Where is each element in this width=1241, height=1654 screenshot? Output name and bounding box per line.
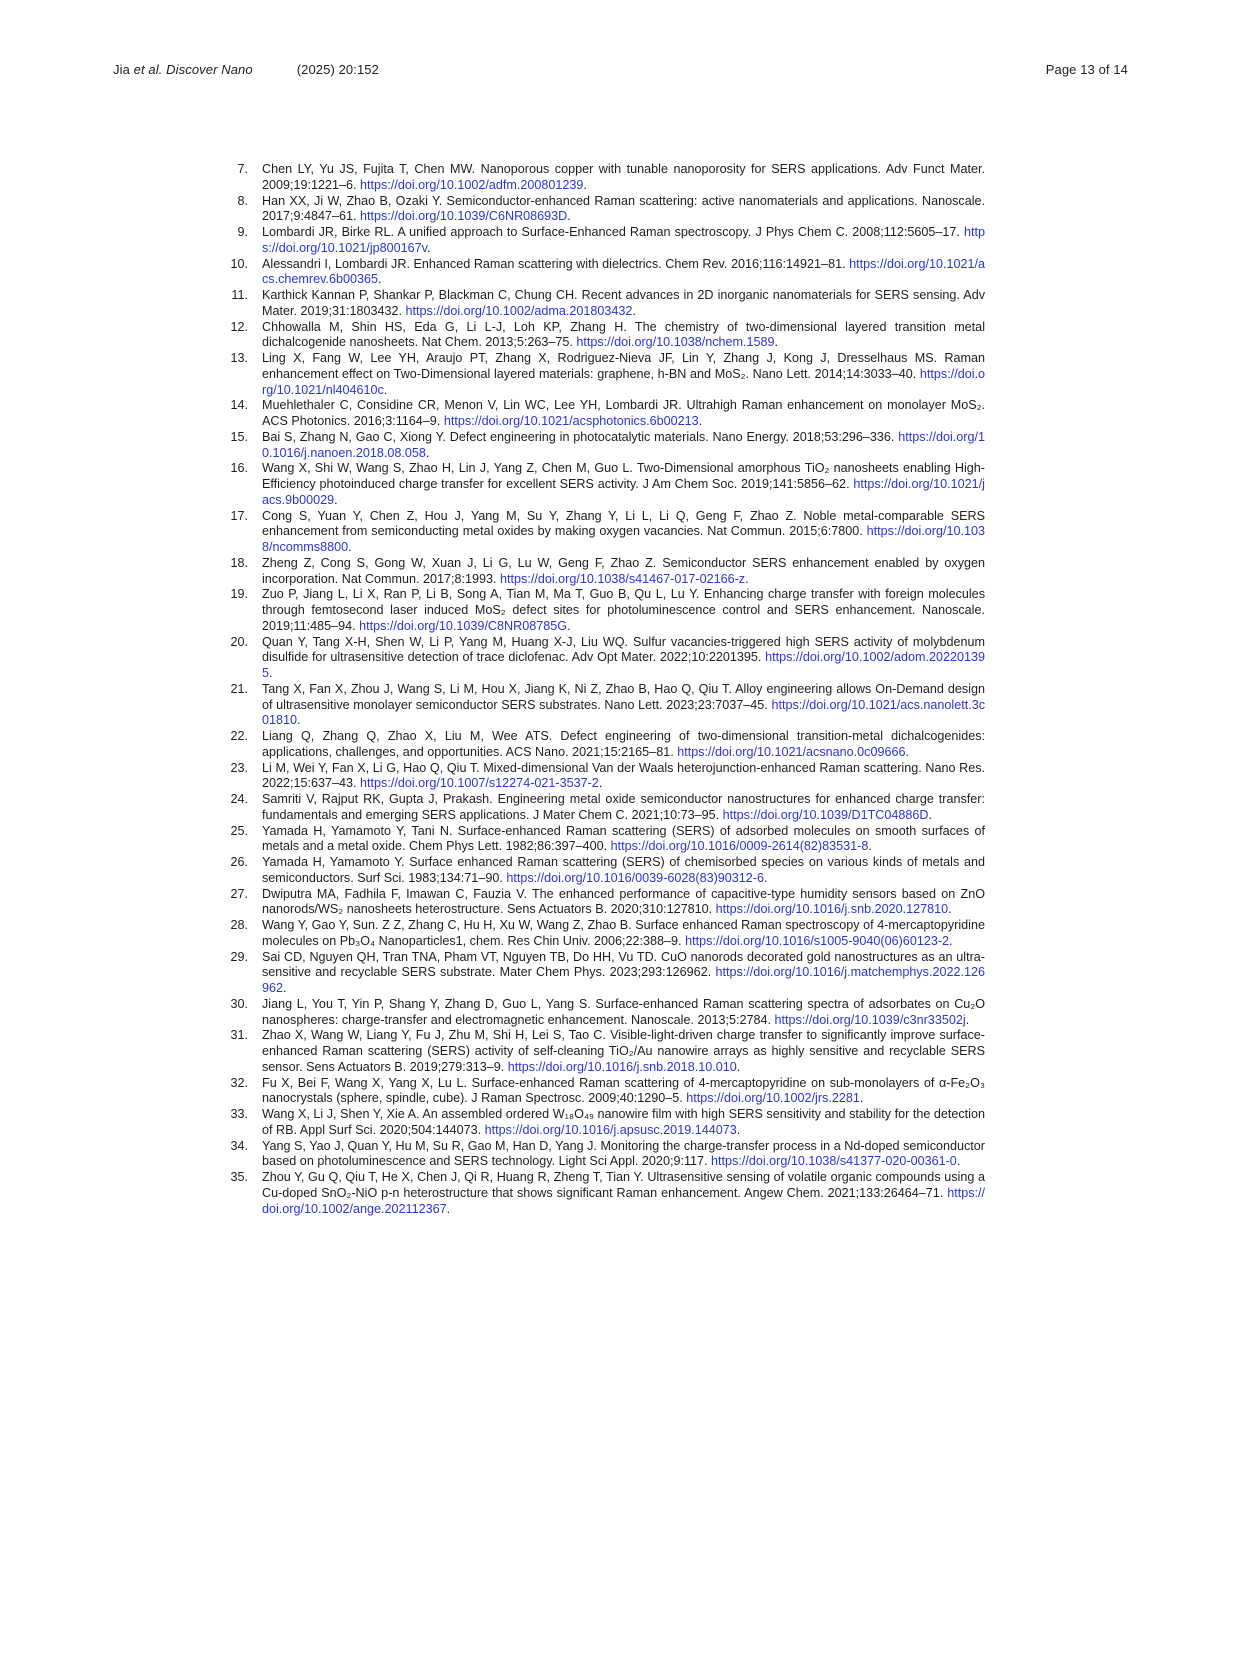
reference-text xyxy=(262,320,985,352)
doi-link[interactable]: https://doi.org/10.1002/adfm.200801239 xyxy=(360,177,584,192)
reference-text xyxy=(262,398,985,430)
reference-citation-text: . xyxy=(632,303,636,318)
reference-citation-text: . xyxy=(283,981,287,995)
reference-citation-text: Cong S, Yuan Y, Chen Z, Hou J, Yang M, Su Y, Zhang Y, Li L, Li Q, Geng F, Zhao Z. Noble metal-comparable SERS enhancement from semiconducting metal oxides by making oxygen vacancies. Nat Commun. 2015;6:7800. xyxy=(262,508,985,539)
reference-item xyxy=(228,997,985,1029)
reference-number: 19. xyxy=(230,587,248,602)
reference-citation-text: . xyxy=(348,540,352,554)
doi-link[interactable]: https://doi.org/10.1002/adom.202201395 xyxy=(262,650,985,680)
reference-text xyxy=(262,1170,985,1217)
reference-citation-text: Zuo P, Jiang L, Li X, Ran P, Li B, Song A, Tian M, Ma T, Guo B, Qu L, Lu Y. Enhancing charge transfer with foreign molecules through femtosecond laser induced MoS₂ defect sites for photoluminescence control and SERS enhancement. Nanoscale. 2019;11:485–94. xyxy=(262,587,985,633)
reference-citation-text: Bai S, Zhang N, Gao C, Xiong Y. Defect engineering in photocatalytic materials. Nano Energy. 2018;53:296–336. xyxy=(262,429,899,444)
reference-citation-text: Yamada H, Yamamoto Y. Surface enhanced Raman scattering (SERS) of chemisorbed species on various kinds of metals and semiconductors. Surf Sci. 1983;134:71–90. xyxy=(262,855,985,885)
reference-item xyxy=(228,461,985,508)
doi-link[interactable]: https://doi.org/10.1039/c3nr33502j xyxy=(774,1012,966,1027)
reference-citation-text: Wang Y, Gao Y, Sun. Z Z, Zhang C, Hu H, Xu W, Wang Z, Zhao B. Surface enhanced Raman spectroscopy of 4-mercaptopyridine molecules on Pb₃O₄ Nanoparticles1, chem. Res Chin Univ. 2006;22:388–9. xyxy=(262,918,985,948)
reference-citation-text: . xyxy=(567,209,571,224)
doi-link[interactable]: https://doi.org/10.1038/s41377-020-00361-0 xyxy=(711,1154,957,1169)
reference-number: 12. xyxy=(230,319,248,334)
reference-item xyxy=(228,320,985,352)
reference-item xyxy=(228,950,985,997)
reference-number: 23. xyxy=(230,760,248,775)
reference-citation-text: Zhao X, Wang W, Liang Y, Fu J, Zhu M, Shi H, Lei S, Tao C. Visible-light-driven charge transfer to significantly improve surface-enhanced Raman scattering (SERS) activity of self-cleaning TiO₂/Au nanowire arrays as highly sensitive and recyclable SERS sensor. Sens Actuators B. 2019;279:313–9. xyxy=(262,1028,985,1074)
reference-citation-text: . xyxy=(425,445,430,460)
reference-item xyxy=(228,398,985,430)
doi-link[interactable]: https://doi.org/10.1038/ncomms8800 xyxy=(262,524,985,554)
reference-citation-text: . xyxy=(928,807,932,822)
reference-citation-text: Wang X, Shi W, Wang S, Zhao H, Lin J, Yang Z, Chen M, Guo L. Two-Dimensional amorphous TiO₂ nanosheets enabling High-Efficiency photoinduced charge transfer for excellent SERS activity. J Am Chem Soc. 2019;141:5856–62. xyxy=(262,461,985,491)
reference-citation-text: Liang Q, Zhang Q, Zhao X, Liu M, Wee ATS. Defect engineering of two-dimensional transition-metal dichalcogenides: applications, challenges, and opportunities. ACS Nano. 2021;15:2165–81. xyxy=(262,729,985,759)
reference-citation-text: . xyxy=(948,902,952,917)
reference-item xyxy=(228,1076,985,1108)
reference-citation-text: . xyxy=(269,666,273,680)
reference-number: 14. xyxy=(230,398,248,413)
reference-citation-text: Chhowalla M, Shin HS, Eda G, Li L-J, Loh KP, Zhang H. The chemistry of two-dimensional layered transition metal dichalcogenide nanosheets. Nat Chem. 2013;5:263–75. xyxy=(262,319,985,350)
reference-number: 16. xyxy=(230,461,248,476)
reference-citation-text: . xyxy=(567,618,571,633)
reference-text xyxy=(262,855,985,887)
reference-citation-text: Zhou Y, Gu Q, Qiu T, He X, Chen J, Qi R, Huang R, Zheng T, Tian Y. Ultrasensitive sensing of volatile organic compounds using a Cu-doped SnO₂-NiO p-n heterostructure that shows significant Raman enhancement. Angew Chem. 2021;133:26464–71. xyxy=(262,1170,985,1200)
reference-number: 30. xyxy=(230,996,248,1011)
reference-citation-text: Lombardi JR, Birke RL. A unified approach to Surface-Enhanced Raman spectroscopy. J Phys Chem C. 2008;112:5605–17. xyxy=(262,225,964,239)
reference-text xyxy=(262,1107,985,1139)
reference-list xyxy=(228,162,985,1217)
reference-citation-text: . xyxy=(965,1012,970,1027)
doi-link[interactable]: https://doi.org/10.1016/j.snb.2020.127810 xyxy=(715,902,949,917)
reference-citation-text: Wang X, Li J, Shen Y, Xie A. An assembled ordered W₁₈O₄₉ nanowire film with high SERS sensitivity and stability for the detection of RB. Appl Surf Sci. 2020;504:144073. xyxy=(262,1107,985,1137)
page-header xyxy=(113,62,1128,77)
reference-number: 25. xyxy=(230,823,248,838)
reference-text xyxy=(262,1076,985,1108)
reference-number: 11. xyxy=(231,288,248,302)
reference-number: 10. xyxy=(230,256,248,271)
reference-item xyxy=(228,855,985,887)
doi-link[interactable]: https://doi.org/10.1016/j.nanoen.2018.08.058 xyxy=(262,429,985,460)
reference-citation-text: Li M, Wei Y, Fan X, Li G, Hao Q, Qiu T. Mixed-dimensional Van der Waals heterojunction-enhanced Raman scattering. Nano Res. 2022;15:637–43. xyxy=(262,760,985,791)
reference-number: 22. xyxy=(230,729,248,743)
reference-item xyxy=(228,1139,985,1171)
reference-text xyxy=(262,1139,985,1171)
reference-citation-text: Sai CD, Nguyen QH, Tran TNA, Pham VT, Nguyen TB, Do HH, Vu TD. CuO nanorods decorated gold nanostructures as an ultra-sensitive and recyclable SERS substrate. Mater Chem Phys. 2023;293:126962. xyxy=(262,949,985,980)
running-head-citation: (2025) 20:152 xyxy=(296,62,379,77)
doi-link[interactable]: https://doi.org/10.1007/s12274-021-3537-2 xyxy=(360,776,599,791)
doi-link[interactable]: https://doi.org/10.1002/adma.201803432 xyxy=(405,303,633,318)
doi-link[interactable]: https://doi.org/10.1039/D1TC04886D xyxy=(722,807,929,822)
reference-citation-text: . xyxy=(598,776,603,791)
reference-citation-text: Chen LY, Yu JS, Fujita T, Chen MW. Nanoporous copper with tunable nanoporosity for SERS applications. Adv Funct Mater. 2009;19:1221–6. xyxy=(262,162,985,192)
reference-item xyxy=(228,225,985,257)
reference-text xyxy=(262,1028,985,1075)
reference-citation-text: . xyxy=(383,382,388,397)
reference-number: 34. xyxy=(230,1138,248,1153)
reference-citation-text: . xyxy=(334,492,338,507)
doi-link[interactable]: https://doi.org/10.1016/s1005-9040(06)60123-2 xyxy=(685,933,950,948)
doi-link[interactable]: https://doi.org/10.1021/acs.chemrev.6b00365 xyxy=(262,256,985,287)
reference-citation-text: Han XX, Ji W, Zhao B, Ozaki Y. Semiconductor-enhanced Raman scattering: active nanomaterials and applications. Nanoscale. 2017;9:4847–61. xyxy=(262,193,985,224)
doi-link[interactable]: https://doi.org/10.1038/nchem.1589 xyxy=(576,335,775,350)
doi-link[interactable]: https://doi.org/10.1002/jrs.2281 xyxy=(686,1091,860,1106)
reference-text xyxy=(262,824,985,856)
reference-citation-text: . xyxy=(736,1059,741,1074)
reference-text xyxy=(262,587,985,634)
reference-item xyxy=(228,509,985,556)
reference-citation-text: . xyxy=(868,839,872,854)
reference-text xyxy=(262,997,985,1029)
reference-citation-text: . xyxy=(774,335,779,350)
reference-number: 18. xyxy=(230,555,248,570)
reference-text xyxy=(262,225,985,257)
reference-citation-text: . xyxy=(905,744,909,759)
reference-citation-text: . xyxy=(698,414,703,428)
reference-citation-text: . xyxy=(859,1091,864,1106)
reference-number: 26. xyxy=(230,855,248,869)
reference-text xyxy=(262,556,985,588)
reference-number: 29. xyxy=(230,949,248,964)
reference-item xyxy=(228,288,985,320)
reference-citation-text: . xyxy=(427,240,431,255)
reference-citation-text: . xyxy=(949,933,953,948)
reference-item xyxy=(228,556,985,588)
reference-text xyxy=(262,430,985,462)
doi-link[interactable]: https://doi.org/10.1021/acsphotonics.6b00213 xyxy=(443,414,699,428)
reference-citation-text: . xyxy=(736,1122,741,1137)
reference-citation-text: Karthick Kannan P, Shankar P, Blackman C, Chung CH. Recent advances in 2D inorganic nanomaterials for SERS sensing. Adv Mater. 2019;31:1803432. xyxy=(262,288,985,318)
reference-citation-text: Yamada H, Yamamoto Y, Tani N. Surface-enhanced Raman scattering (SERS) of adsorbed molecules on smooth surfaces of metals and a metal oxide. Chem Phys Lett. 1982;86:397–400. xyxy=(262,823,985,854)
reference-item xyxy=(228,351,985,398)
reference-number: 31. xyxy=(230,1028,248,1043)
reference-citation-text: . xyxy=(377,272,382,287)
reference-item xyxy=(228,430,985,462)
reference-item xyxy=(228,761,985,793)
reference-text xyxy=(262,351,985,398)
doi-link[interactable]: https://doi.org/10.1016/j.snb.2018.10.010 xyxy=(507,1059,737,1074)
reference-citation-text: . xyxy=(956,1154,961,1169)
reference-item xyxy=(228,729,985,761)
doi-link[interactable]: https://doi.org/10.1021/acs.nanolett.3c01810 xyxy=(262,697,985,728)
doi-link[interactable]: https://doi.org/10.1002/ange.202112367 xyxy=(262,1185,985,1216)
reference-item xyxy=(228,824,985,856)
reference-text xyxy=(262,461,985,508)
reference-number: 33. xyxy=(230,1107,248,1121)
reference-text xyxy=(262,635,985,682)
reference-number: 20. xyxy=(230,634,248,649)
reference-number: 8. xyxy=(237,193,248,208)
reference-number: 21. xyxy=(230,681,248,696)
reference-item xyxy=(228,792,985,824)
reference-text xyxy=(262,509,985,556)
running-head-author: Jia xyxy=(113,62,134,77)
reference-number: 17. xyxy=(230,508,248,523)
reference-citation-text: . xyxy=(764,870,768,885)
reference-text xyxy=(262,288,985,320)
reference-text xyxy=(262,950,985,997)
reference-citation-text: Tang X, Fan X, Zhou J, Wang S, Li M, Hou X, Jiang K, Ni Z, Zhao B, Hao Q, Qiu T. Alloy engineering allows On-Demand design of ultrasensitive monolayer semiconductor SERS substrates. Nano Lett. 2023;23:7037–45. xyxy=(262,681,985,712)
reference-item xyxy=(228,194,985,226)
reference-citation-text: Quan Y, Tang X-H, Shen W, Li P, Yang M, Huang X-J, Liu WQ. Sulfur vacancies-triggered high SERS activity of molybdenum disulfide for ultrasensitive detection of trace diclofenac. Adv Opt Mater. 2022;10:2201395. xyxy=(262,634,985,665)
reference-number: 24. xyxy=(230,792,248,806)
reference-number: 27. xyxy=(230,886,248,901)
running-head-journal: Discover Nano xyxy=(166,62,253,77)
reference-citation-text: Ling X, Fang W, Lee YH, Araujo PT, Zhang X, Rodriguez-Nieva JF, Lin Y, Zhang J, Kong J, Dresselhaus MS. Raman enhancement effect on Two-Dimensional layered materials: graphene, h-BN and MoS₂. Nano Lett. 2014;14:3033–40. xyxy=(262,351,985,381)
running-head xyxy=(113,62,379,77)
doi-link[interactable]: https://doi.org/10.1021/jacs.9b00029 xyxy=(262,477,985,507)
reference-citation-text: Fu X, Bei F, Wang X, Yang X, Lu L. Surface-enhanced Raman scattering of 4-mercaptopyridine on sub-monolayers of α-Fe₂O₃ nanocrystals (sphere, spindle, cube). J Raman Spectrosc. 2009;40:1290–5. xyxy=(262,1075,985,1106)
doi-link[interactable]: https://doi.org/10.1021/acsnano.0c09666 xyxy=(677,744,906,759)
reference-item xyxy=(228,682,985,729)
reference-number: 7. xyxy=(237,162,248,176)
reference-text xyxy=(262,761,985,793)
reference-text xyxy=(262,792,985,824)
reference-item xyxy=(228,918,985,950)
reference-number: 28. xyxy=(230,918,248,932)
reference-number: 15. xyxy=(230,429,248,444)
reference-text xyxy=(262,918,985,950)
doi-link[interactable]: https://doi.org/10.1016/0009-2614(82)83531-8 xyxy=(610,839,869,854)
reference-citation-text: Samriti V, Rajput RK, Gupta J, Prakash. Engineering metal oxide semiconductor nanostructures for enhanced charge transfer: fundamentals and emerging SERS applications. J Mater Chem C. 2021;10:73–95. xyxy=(262,792,985,822)
doi-link[interactable]: https://doi.org/10.1016/j.apsusc.2019.144073 xyxy=(484,1122,737,1137)
page-number: Page 13 of 14 xyxy=(1045,62,1128,77)
reference-item xyxy=(228,162,985,194)
reference-item xyxy=(228,257,985,289)
reference-item xyxy=(228,1107,985,1139)
reference-citation-text: . xyxy=(745,571,749,586)
reference-number: 35. xyxy=(230,1170,248,1184)
reference-item xyxy=(228,587,985,634)
doi-link[interactable]: https://doi.org/10.1021/jp800167v xyxy=(262,225,985,255)
reference-citation-text: Yang S, Yao J, Quan Y, Hu M, Su R, Gao M, Han D, Yang J. Monitoring the charge-transfer process in a Nd-doped semiconductor based on photoluminescence and SERS technology. Light Sci Appl. 2020;9:117. xyxy=(262,1138,985,1169)
reference-item xyxy=(228,1028,985,1075)
doi-link[interactable]: https://doi.org/10.1016/j.matchemphys.2022.126962 xyxy=(262,965,985,995)
reference-citation-text: Muehlethaler C, Considine CR, Menon V, Lin WC, Lee YH, Lombardi JR. Ultrahigh Raman enhancement on monolayer MoS₂. ACS Photonics. 2016;3:1164–9. xyxy=(262,398,985,428)
reference-number: 32. xyxy=(230,1075,248,1090)
reference-item xyxy=(228,1170,985,1217)
reference-text xyxy=(262,162,985,194)
doi-link[interactable]: https://doi.org/10.1039/C6NR08693D xyxy=(360,209,568,224)
reference-citation-text: . xyxy=(446,1201,451,1216)
reference-text xyxy=(262,887,985,919)
reference-citation-text: . xyxy=(583,177,587,192)
doi-link[interactable]: https://doi.org/10.1039/C8NR08785G xyxy=(359,618,568,633)
doi-link[interactable]: https://doi.org/10.1016/0039-6028(83)90312-6 xyxy=(506,870,764,885)
reference-citation-text: . xyxy=(297,713,301,728)
reference-text xyxy=(262,257,985,289)
reference-number: 13. xyxy=(230,351,248,365)
reference-citation-text: Dwiputra MA, Fadhila F, Imawan C, Fauzia V. The enhanced performance of capacitive-type humidity sensors based on ZnO nanorods/WS₂ nanosheets heterostructure. Sens Actuators B. 2020;310:127810. xyxy=(262,886,985,917)
reference-item xyxy=(228,635,985,682)
reference-text xyxy=(262,682,985,729)
reference-citation-text: Alessandri I, Lombardi JR. Enhanced Raman scattering with dielectrics. Chem Rev. 2016;116:14921–81. xyxy=(262,256,850,271)
reference-citation-text: Zheng Z, Cong S, Gong W, Xuan J, Li G, Lu W, Geng F, Zhao Z. Semiconductor SERS enhancement enabled by oxygen incorporation. Nat Commun. 2017;8:1993. xyxy=(262,555,985,586)
doi-link[interactable]: https://doi.org/10.1038/s41467-017-02166-z xyxy=(500,571,746,586)
reference-item xyxy=(228,887,985,919)
reference-text xyxy=(262,729,985,761)
doi-link[interactable]: https://doi.org/10.1021/nl404610c xyxy=(262,366,985,397)
reference-citation-text: Jiang L, You T, Yin P, Shang Y, Zhang D, Guo L, Yang S. Surface-enhanced Raman scattering spectra of adsorbates on Cu₂O nanospheres: charge-transfer and electromagnetic enhancement. Nanoscale. 2013;5:2784. xyxy=(262,996,985,1027)
reference-number: 9. xyxy=(237,225,248,239)
running-head-etal: et al. xyxy=(133,62,167,77)
reference-text xyxy=(262,194,985,226)
